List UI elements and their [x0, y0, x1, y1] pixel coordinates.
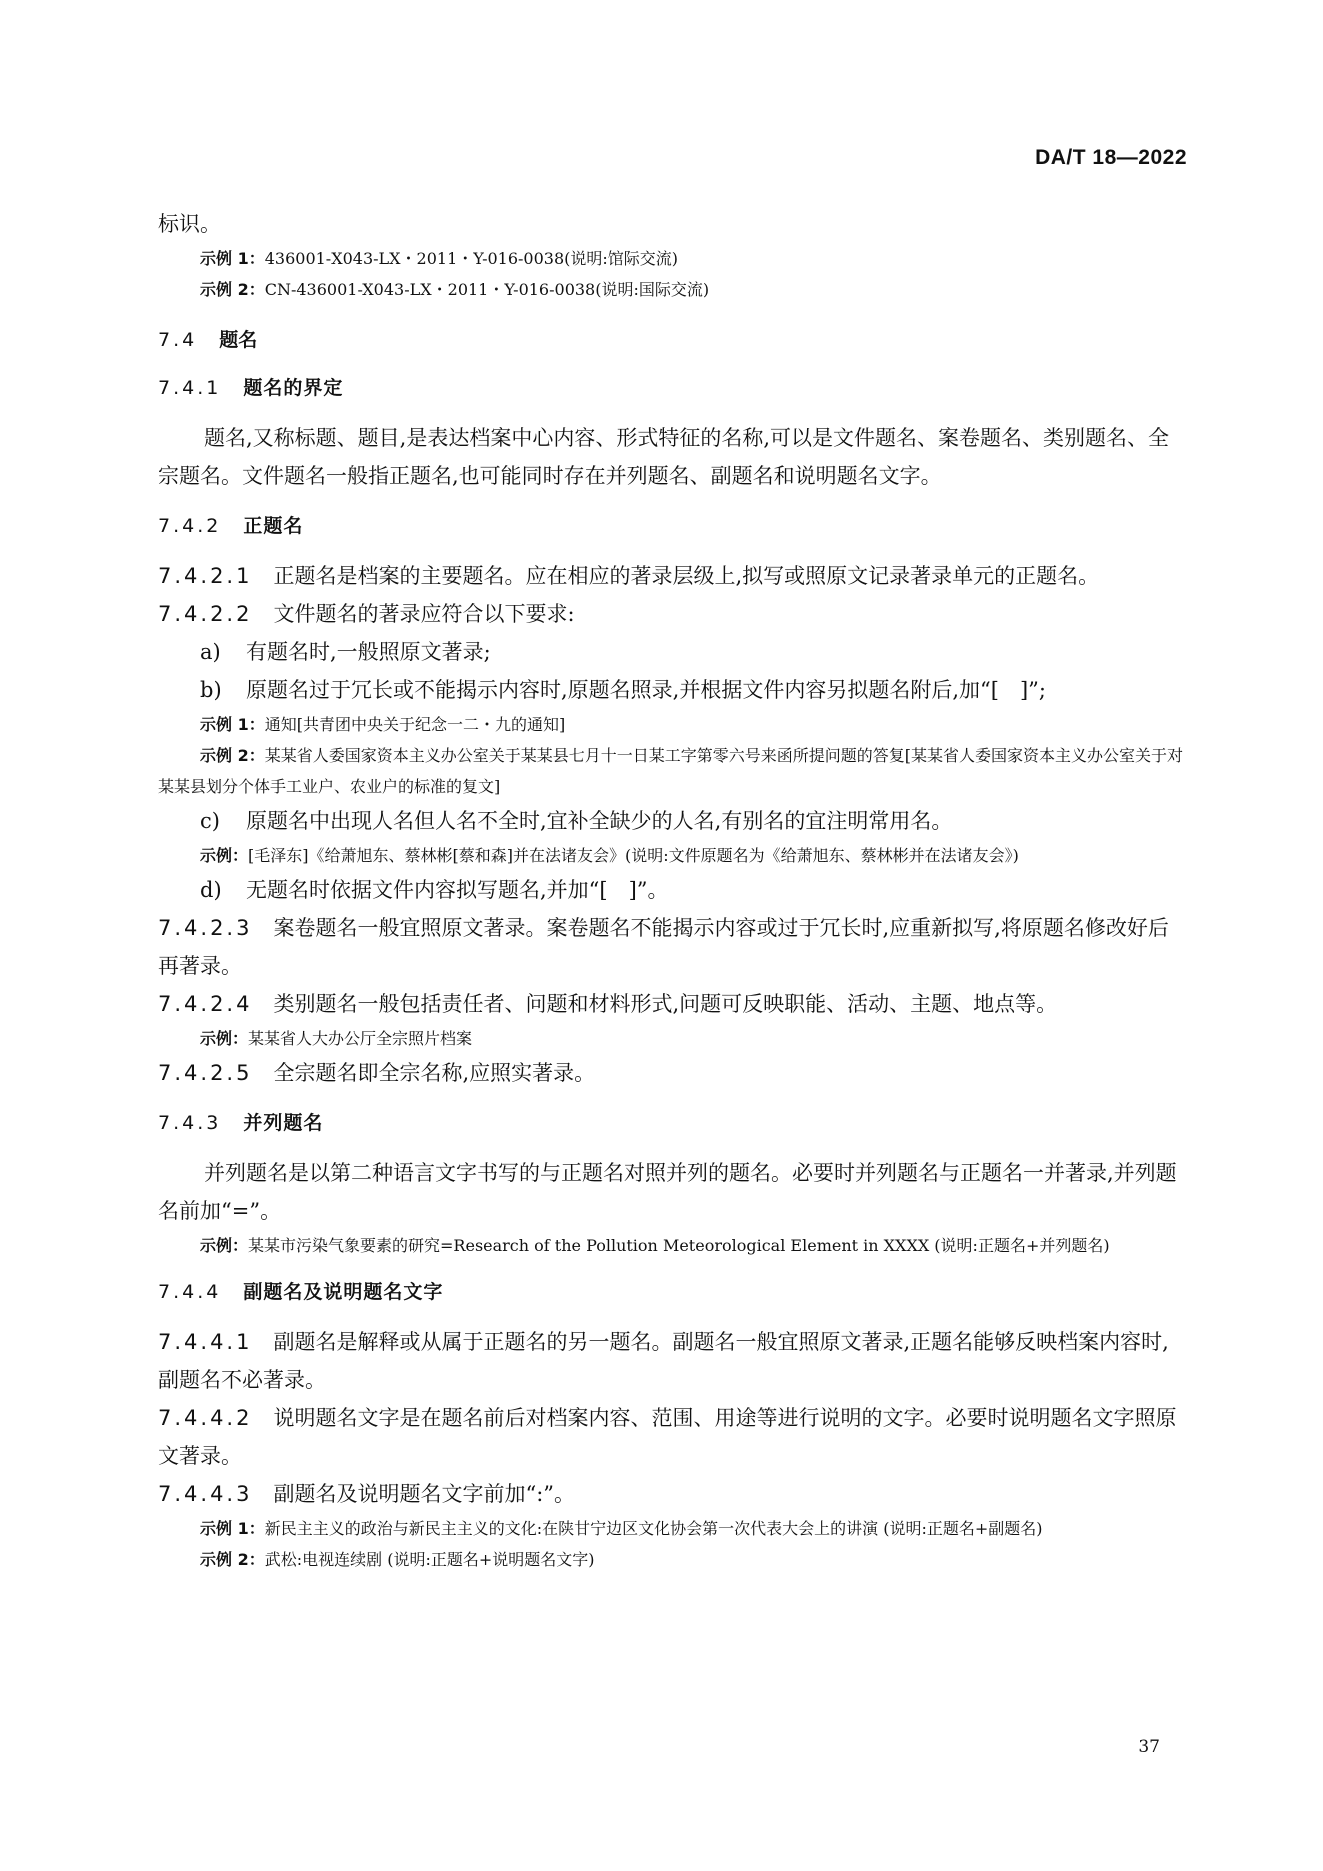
page-body	[158, 205, 1188, 1575]
section-number: 7.4.4	[158, 1281, 222, 1303]
clause-7-4-4-3	[158, 1475, 1188, 1513]
paragraph-7-4-3: 并列题名是以第二种语言文字书写的与正题名对照并列的题名。必要时并列题名与正题名一并著录,并列题名前加“=”。	[158, 1161, 1177, 1223]
example-label: 示例 1：	[200, 715, 265, 734]
clause-7-4-2-2	[158, 595, 1188, 633]
clause-number: 7.4.4.3	[158, 1482, 253, 1506]
example-label: 示例 1：	[200, 1519, 265, 1538]
clause-text: 案卷题名一般宜照原文著录。案卷题名不能揭示内容或过于冗长时,应重新拟写,将原题名修改好后再著录。	[158, 916, 1169, 978]
clause-7-4-2-4	[158, 985, 1188, 1023]
clause-7-4-2-5	[158, 1054, 1188, 1092]
clause-7-4-4-2	[158, 1399, 1188, 1475]
intro-text: 标识。	[158, 212, 221, 236]
example-7-4-3	[158, 1230, 1188, 1261]
example-7-4-4-3-2	[158, 1544, 1188, 1575]
clause-text: 类别题名一般包括责任者、问题和材料形式,问题可反映职能、活动、主题、地点等。	[273, 992, 1058, 1016]
example-2	[158, 274, 1188, 305]
section-heading-7-4-4	[158, 1275, 1188, 1309]
clause-number: 7.4.2.3	[158, 916, 253, 940]
example-label: 示例 2：	[200, 746, 265, 765]
example-text: 武松:电视连续剧 (说明:正题名+说明题名文字)	[264, 1550, 595, 1569]
list-marker: b)	[200, 678, 222, 702]
clause-text: 文件题名的著录应符合以下要求:	[273, 602, 575, 626]
section-title: 题名	[219, 329, 258, 351]
list-marker: a)	[200, 640, 221, 664]
example-text: 436001-X043-LX・2011・Y-016-0038(说明:馆际交流)	[264, 249, 679, 268]
example-1	[158, 243, 1188, 274]
example-text: 某某市污染气象要素的研究=Research of the Pollution Meteorological Element in XXXX (说明:正题名+并列题名)	[248, 1236, 1110, 1255]
list-text: 有题名时,一般照原文著录;	[246, 640, 491, 664]
example-text: 通知[共青团中央关于纪念一二・九的通知]	[264, 715, 566, 734]
example-text: 某某省人大办公厅全宗照片档案	[248, 1029, 473, 1048]
example-label: 示例 2：	[200, 280, 265, 299]
section-title: 正题名	[243, 515, 304, 537]
section-number: 7.4.3	[158, 1112, 222, 1134]
clause-number: 7.4.4.1	[158, 1330, 253, 1354]
section-title: 题名的界定	[243, 377, 344, 399]
section-number: 7.4.2	[158, 515, 222, 537]
example-text: 新民主主义的政治与新民主主义的文化:在陕甘宁边区文化协会第一次代表大会上的讲演 (说明:正题名+副题名)	[264, 1519, 1043, 1538]
clause-text: 副题名及说明题名文字前加“:”。	[273, 1482, 576, 1506]
example-label: 示例 2：	[200, 1550, 265, 1569]
example-label: 示例：	[200, 1029, 249, 1048]
clause-number: 7.4.2.1	[158, 564, 253, 588]
list-item-d	[158, 871, 1188, 909]
clause-text: 说明题名文字是在题名前后对档案内容、范围、用途等进行说明的文字。必要时说明题名文字照原文著录。	[158, 1406, 1177, 1468]
clause-number: 7.4.2.5	[158, 1061, 253, 1085]
section-number: 7.4	[158, 329, 198, 351]
section-number: 7.4.1	[158, 377, 222, 399]
example-label: 示例：	[200, 846, 249, 865]
example-7-4-4-3-1	[158, 1513, 1188, 1544]
example-text: CN-436001-X043-LX・2011・Y-016-0038(说明:国际交流)	[264, 280, 710, 299]
clause-text: 正题名是档案的主要题名。应在相应的著录层级上,拟写或照原文记录著录单元的正题名。	[273, 564, 1100, 588]
clause-number: 7.4.2.4	[158, 992, 253, 1016]
section-heading-7-4-2	[158, 509, 1188, 543]
clause-text: 全宗题名即全宗名称,应照实著录。	[273, 1061, 596, 1085]
list-text: 原题名过于冗长或不能揭示内容时,原题名照录,并根据文件内容另拟题名附后,加“[ ]”;	[246, 678, 1046, 702]
example-label: 示例：	[200, 1236, 249, 1255]
list-item-c	[158, 802, 1188, 840]
list-item-b	[158, 671, 1188, 709]
example-b2	[158, 740, 1188, 802]
example-c	[158, 840, 1188, 871]
section-heading-7-4-1	[158, 371, 1188, 405]
section-title: 副题名及说明题名文字	[243, 1281, 444, 1303]
clause-number: 7.4.2.2	[158, 602, 253, 626]
list-text: 无题名时依据文件内容拟写题名,并加“[ ]”。	[246, 878, 669, 902]
example-7-4-2-4	[158, 1023, 1188, 1054]
page-number: 37	[1138, 1737, 1160, 1757]
clause-text: 副题名是解释或从属于正题名的另一题名。副题名一般宜照原文著录,正题名能够反映档案内容时,副题名不必著录。	[158, 1330, 1169, 1392]
clause-7-4-4-1	[158, 1323, 1188, 1399]
list-text: 原题名中出现人名但人名不全时,宜补全缺少的人名,有别名的宜注明常用名。	[246, 809, 953, 833]
list-item-a	[158, 633, 1188, 671]
clause-number: 7.4.4.2	[158, 1406, 253, 1430]
clause-7-4-2-1	[158, 557, 1188, 595]
clause-7-4-2-3	[158, 909, 1188, 985]
example-b1	[158, 709, 1188, 740]
section-heading-7-4	[158, 323, 1188, 357]
standard-code: DA/T 18—2022	[1035, 146, 1187, 169]
section-title: 并列题名	[243, 1112, 324, 1134]
list-marker: d)	[200, 878, 222, 902]
list-marker: c)	[200, 809, 220, 833]
section-heading-7-4-3	[158, 1106, 1188, 1140]
example-text: 某某省人委国家资本主义办公室关于某某县七月十一日某工字第零六号来函所提问题的答复[某某省人委国家资本主义办公室关于对某某县划分个体手工业户、农业户的标准的复文]	[158, 746, 1183, 796]
example-label: 示例 1：	[200, 249, 265, 268]
paragraph-7-4-1: 题名,又称标题、题目,是表达档案中心内容、形式特征的名称,可以是文件题名、案卷题名、类别题名、全宗题名。文件题名一般指正题名,也可能同时存在并列题名、副题名和说明题名文字。	[158, 426, 1170, 488]
example-text: [毛泽东]《给萧旭东、蔡林彬[蔡和森]并在法诸友会》(说明:文件原题名为《给萧旭东、蔡林彬并在法诸友会》)	[248, 846, 1019, 865]
